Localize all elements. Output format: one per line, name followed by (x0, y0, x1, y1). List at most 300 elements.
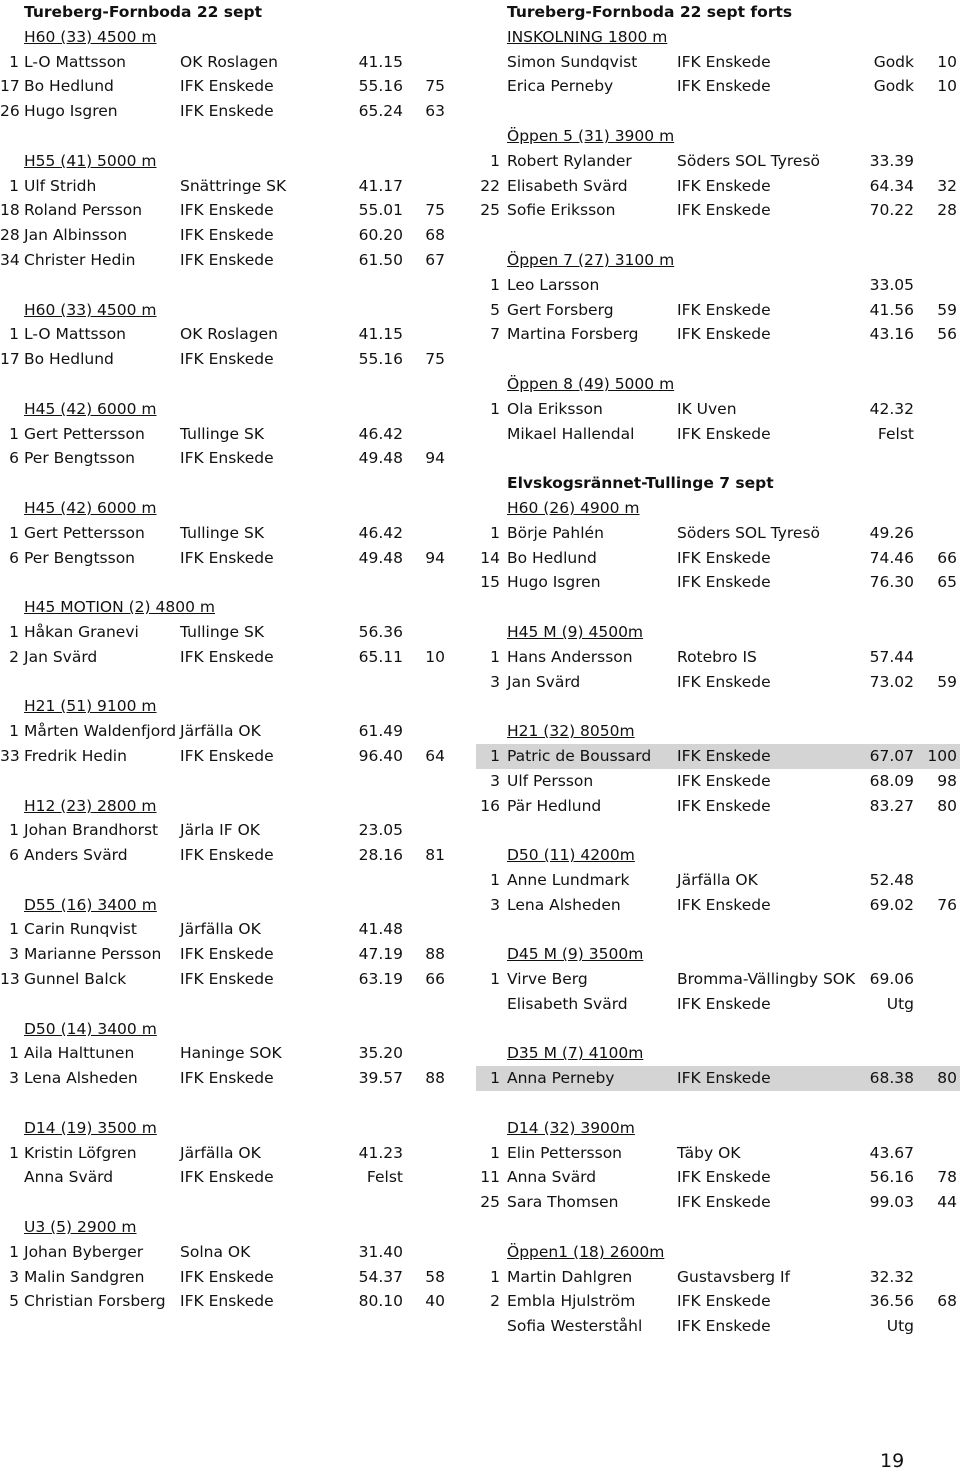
result-row (0, 818, 460, 843)
result-row (0, 1141, 460, 1166)
result-row (0, 546, 460, 571)
result-name: Mårten Waldenfjord (24, 722, 177, 741)
result-name: Jan Svärd (24, 647, 98, 666)
class-header (0, 1017, 460, 1042)
result-name: Jan Svärd (507, 672, 581, 691)
result-time: 56.16 (869, 1168, 914, 1187)
spacer-row (476, 446, 960, 471)
class-heading: D45 M (9) 3500m (507, 945, 644, 964)
result-row (476, 1314, 960, 1339)
result-row (476, 521, 960, 546)
result-points: 10 (937, 77, 957, 96)
result-time: 55.16 (358, 77, 403, 96)
result-club: IFK Enskede (677, 52, 771, 71)
result-row (0, 1240, 460, 1265)
class-header (0, 496, 460, 521)
result-place: 1 (490, 151, 500, 170)
result-club: IFK Enskede (180, 350, 274, 369)
class-heading: Öppen1 (18) 2600m (507, 1242, 665, 1261)
result-points: 32 (937, 176, 957, 195)
result-place: 1 (9, 920, 19, 939)
result-row (0, 99, 460, 124)
result-club: IFK Enskede (180, 102, 274, 121)
result-row (0, 74, 460, 99)
result-club: IFK Enskede (180, 647, 274, 666)
result-points: 88 (425, 945, 445, 964)
result-time: 41.23 (358, 1143, 403, 1162)
result-place: 5 (9, 1292, 19, 1311)
spacer-row (0, 273, 460, 298)
result-club: IFK Enskede (677, 325, 771, 344)
left-results-column (0, 0, 460, 1314)
class-header (476, 1041, 960, 1066)
result-points: 66 (425, 970, 445, 989)
result-name: Erica Perneby (507, 77, 614, 96)
result-place: 11 (480, 1168, 500, 1187)
result-time: 49.48 (358, 548, 403, 567)
class-header (476, 248, 960, 273)
result-name: Elisabeth Svärd (507, 994, 628, 1013)
result-name: Håkan Granevi (24, 622, 139, 641)
result-time: 96.40 (358, 746, 403, 765)
result-row (476, 273, 960, 298)
result-row (476, 298, 960, 323)
result-row (476, 422, 960, 447)
result-time: 47.19 (358, 945, 403, 964)
result-club: Haninge SOK (180, 1044, 282, 1063)
result-club: IFK Enskede (677, 672, 771, 691)
result-name: Bo Hedlund (24, 350, 114, 369)
event-title: Tureberg-Fornboda 22 sept forts (507, 3, 793, 21)
class-heading: D50 (14) 3400 m (24, 1019, 157, 1038)
result-club: IFK Enskede (677, 1317, 771, 1336)
spacer-row (476, 223, 960, 248)
result-place: 2 (490, 1292, 500, 1311)
result-place: 1 (490, 523, 500, 542)
result-row (476, 645, 960, 670)
result-time: 39.57 (358, 1069, 403, 1088)
result-points: 68 (937, 1292, 957, 1311)
class-heading: H60 (33) 4500 m (24, 27, 157, 46)
result-row (0, 446, 460, 471)
result-time: 49.48 (358, 449, 403, 468)
result-time: 67.07 (869, 746, 914, 765)
result-name: Kristin Löfgren (24, 1143, 137, 1162)
result-club: IFK Enskede (180, 1168, 274, 1187)
result-club: IFK Enskede (677, 548, 771, 567)
result-points: 80 (937, 796, 957, 815)
result-club: Järfälla OK (180, 722, 261, 741)
class-header (0, 794, 460, 819)
result-name: Johan Brandhorst (24, 821, 159, 840)
result-points: 63 (425, 102, 445, 121)
result-time: 54.37 (358, 1267, 403, 1286)
spacer-row (0, 1190, 460, 1215)
result-place: 3 (490, 771, 500, 790)
result-name: Elisabeth Svärd (507, 176, 628, 195)
class-header (476, 124, 960, 149)
result-club: Tullinge SK (180, 424, 264, 443)
result-place: 13 (0, 970, 20, 989)
result-place: 25 (480, 1193, 500, 1212)
result-name: Ulf Persson (507, 771, 594, 790)
result-place: 16 (480, 796, 500, 815)
class-header (476, 372, 960, 397)
class-heading: H60 (26) 4900 m (507, 498, 640, 517)
result-points: 75 (425, 350, 445, 369)
result-time: 55.16 (358, 350, 403, 369)
result-name: Patric de Boussard (507, 746, 652, 765)
result-place: 33 (0, 746, 20, 765)
result-time: 56.36 (358, 622, 403, 641)
result-points: 94 (425, 449, 445, 468)
class-heading: H45 MOTION (2) 4800 m (24, 598, 215, 617)
result-row (476, 868, 960, 893)
result-place: 3 (490, 895, 500, 914)
result-place: 1 (490, 1143, 500, 1162)
result-points: 10 (937, 52, 957, 71)
result-time: 99.03 (869, 1193, 914, 1212)
result-time: 28.16 (358, 846, 403, 865)
result-place: 28 (0, 226, 20, 245)
result-row (476, 1190, 960, 1215)
result-place: 1 (9, 821, 19, 840)
section-title (476, 471, 960, 496)
result-name: Martin Dahlgren (507, 1267, 633, 1286)
class-header (476, 620, 960, 645)
result-time: 69.06 (869, 970, 914, 989)
result-row (0, 223, 460, 248)
class-header (0, 397, 460, 422)
result-club: Järla IF OK (180, 821, 260, 840)
class-heading: INSKOLNING 1800 m (507, 27, 668, 46)
result-club: IFK Enskede (677, 1292, 771, 1311)
result-place: 1 (490, 970, 500, 989)
result-time: Godk (873, 52, 914, 71)
result-row (476, 1265, 960, 1290)
right-results-column (476, 0, 960, 1339)
result-time: 23.05 (358, 821, 403, 840)
result-time: 80.10 (358, 1292, 403, 1311)
result-row (0, 322, 460, 347)
result-place: 15 (480, 573, 500, 592)
class-header (476, 843, 960, 868)
class-header (476, 25, 960, 50)
result-place: 1 (9, 52, 19, 71)
result-points: 58 (425, 1267, 445, 1286)
result-points: 94 (425, 548, 445, 567)
result-place: 1 (490, 870, 500, 889)
result-place: 18 (0, 201, 20, 220)
result-club: IFK Enskede (180, 1267, 274, 1286)
class-heading: D35 M (7) 4100m (507, 1044, 644, 1063)
result-place: 25 (480, 201, 500, 220)
spacer-row (476, 818, 960, 843)
spacer-row (0, 471, 460, 496)
class-heading: Öppen 5 (31) 3900 m (507, 126, 675, 145)
result-place: 26 (0, 102, 20, 121)
class-header (0, 595, 460, 620)
class-heading: H12 (23) 2800 m (24, 796, 157, 815)
result-time: 41.15 (358, 52, 403, 71)
result-row (476, 174, 960, 199)
result-name: Hans Andersson (507, 647, 633, 666)
result-club: Solna OK (180, 1242, 251, 1261)
result-place: 3 (490, 672, 500, 691)
result-name: Pär Hedlund (507, 796, 602, 815)
result-place: 1 (9, 176, 19, 195)
result-name: Börje Pahlén (507, 523, 604, 542)
result-row (476, 74, 960, 99)
result-time: Utg (886, 1317, 914, 1336)
result-place: 3 (9, 1069, 19, 1088)
class-heading: D14 (32) 3900m (507, 1118, 635, 1137)
result-place: 1 (490, 1267, 500, 1286)
result-club: Järfälla OK (180, 1143, 261, 1162)
class-header (476, 1116, 960, 1141)
result-club: Täby OK (677, 1143, 741, 1162)
result-time: 43.16 (869, 325, 914, 344)
spacer-row (476, 1017, 960, 1042)
result-place: 22 (480, 176, 500, 195)
class-heading: U3 (5) 2900 m (24, 1218, 137, 1237)
result-row (476, 1289, 960, 1314)
event-title: Tureberg-Fornboda 22 sept (24, 3, 263, 21)
result-club: Järfälla OK (677, 870, 758, 889)
result-row (0, 942, 460, 967)
class-header (0, 1116, 460, 1141)
result-time: 49.26 (869, 523, 914, 542)
result-club: IK Uven (677, 399, 737, 418)
result-row (476, 50, 960, 75)
result-row (476, 198, 960, 223)
result-row (476, 546, 960, 571)
result-place: 1 (490, 647, 500, 666)
class-heading: Öppen 8 (49) 5000 m (507, 374, 675, 393)
result-club: IFK Enskede (677, 796, 771, 815)
result-club: IFK Enskede (180, 449, 274, 468)
spacer-row (476, 1091, 960, 1116)
result-name: Johan Byberger (24, 1242, 144, 1261)
class-header (0, 893, 460, 918)
class-heading: D55 (16) 3400 m (24, 895, 157, 914)
result-place: 6 (9, 548, 19, 567)
result-time: 61.50 (358, 250, 403, 269)
spacer-row (476, 347, 960, 372)
result-club: Söders SOL Tyresö (677, 523, 821, 542)
result-name: Anders Svärd (24, 846, 128, 865)
result-time: Godk (873, 77, 914, 96)
result-points: 75 (425, 201, 445, 220)
result-name: Simon Sundqvist (507, 52, 638, 71)
result-row (0, 1265, 460, 1290)
result-club: Söders SOL Tyresö (677, 151, 821, 170)
result-name: Embla Hjulström (507, 1292, 636, 1311)
result-name: L-O Mattsson (24, 52, 126, 71)
spacer-row (0, 124, 460, 149)
result-club: IFK Enskede (180, 250, 274, 269)
result-points: 56 (937, 325, 957, 344)
result-time: 83.27 (869, 796, 914, 815)
result-points: 75 (425, 77, 445, 96)
result-time: 73.02 (869, 672, 914, 691)
class-header (476, 496, 960, 521)
class-header (476, 719, 960, 744)
result-time: 36.56 (869, 1292, 914, 1311)
result-time: 32.32 (869, 1267, 914, 1286)
result-points: 59 (937, 300, 957, 319)
result-points: 100 (927, 746, 957, 765)
result-name: Gunnel Balck (24, 970, 127, 989)
result-place: 7 (490, 325, 500, 344)
result-points: 80 (937, 1069, 957, 1088)
result-club: IFK Enskede (180, 548, 274, 567)
result-club: Järfälla OK (180, 920, 261, 939)
result-place: 6 (9, 846, 19, 865)
result-club: IFK Enskede (180, 201, 274, 220)
result-time: 76.30 (869, 573, 914, 592)
spacer-row (476, 694, 960, 719)
result-club: IFK Enskede (677, 746, 771, 765)
result-row (476, 794, 960, 819)
spacer-row (476, 595, 960, 620)
result-row (0, 422, 460, 447)
result-name: Robert Rylander (507, 151, 632, 170)
class-heading: H21 (32) 8050m (507, 722, 635, 741)
result-place: 1 (9, 1143, 19, 1162)
result-name: L-O Mattsson (24, 325, 126, 344)
result-place: 17 (0, 350, 20, 369)
spacer-row (0, 868, 460, 893)
result-club: IFK Enskede (677, 300, 771, 319)
result-time: 46.42 (358, 424, 403, 443)
result-time: Felst (877, 424, 914, 443)
result-name: Ulf Stridh (24, 176, 97, 195)
result-club: IFK Enskede (677, 176, 771, 195)
result-club: IFK Enskede (677, 1193, 771, 1212)
result-time: 74.46 (869, 548, 914, 567)
result-club: Rotebro IS (677, 647, 757, 666)
result-points: 44 (937, 1193, 957, 1212)
result-row (0, 347, 460, 372)
result-club: IFK Enskede (677, 77, 771, 96)
result-name: Sofie Eriksson (507, 201, 616, 220)
result-row (476, 149, 960, 174)
result-name: Gert Pettersson (24, 424, 145, 443)
result-row (476, 744, 960, 769)
result-time: 61.49 (358, 722, 403, 741)
result-name: Per Bengtsson (24, 449, 135, 468)
result-club: IFK Enskede (180, 1292, 274, 1311)
result-place: 1 (490, 746, 500, 765)
result-club: IFK Enskede (180, 77, 274, 96)
result-name: Jan Albinsson (24, 226, 128, 245)
result-name: Aila Halttunen (24, 1044, 135, 1063)
result-club: IFK Enskede (180, 746, 274, 765)
result-place: 1 (9, 424, 19, 443)
spacer-row (0, 372, 460, 397)
result-name: Roland Persson (24, 201, 143, 220)
result-name: Gert Pettersson (24, 523, 145, 542)
result-place: 14 (480, 548, 500, 567)
spacer-row (0, 1091, 460, 1116)
result-time: 55.01 (358, 201, 403, 220)
class-heading: H21 (51) 9100 m (24, 697, 157, 716)
result-name: Gert Forsberg (507, 300, 614, 319)
result-time: 64.34 (869, 176, 914, 195)
result-name: Bo Hedlund (24, 77, 114, 96)
result-name: Carin Runqvist (24, 920, 137, 939)
result-row (0, 1066, 460, 1091)
result-points: 59 (937, 672, 957, 691)
result-club: Tullinge SK (180, 523, 264, 542)
result-place: 1 (9, 722, 19, 741)
result-club: IFK Enskede (677, 1069, 771, 1088)
result-place: 34 (0, 250, 20, 269)
result-row (0, 719, 460, 744)
result-points: 76 (937, 895, 957, 914)
result-row (476, 893, 960, 918)
result-time: 68.09 (869, 771, 914, 790)
result-row (476, 769, 960, 794)
result-name: Per Bengtsson (24, 548, 135, 567)
result-club: Bromma-Vällingby SOK (677, 970, 856, 989)
result-name: Hugo Isgren (24, 102, 118, 121)
result-time: 46.42 (358, 523, 403, 542)
result-points: 78 (937, 1168, 957, 1187)
class-header (476, 1240, 960, 1265)
result-place: 3 (9, 1267, 19, 1286)
result-time: 35.20 (358, 1044, 403, 1063)
result-row (0, 198, 460, 223)
result-row (476, 397, 960, 422)
result-points: 10 (425, 647, 445, 666)
result-time: 42.32 (869, 399, 914, 418)
result-time: 41.48 (358, 920, 403, 939)
class-heading: H60 (33) 4500 m (24, 300, 157, 319)
result-time: 60.20 (358, 226, 403, 245)
result-name: Anna Svärd (507, 1168, 597, 1187)
result-place: 1 (490, 1069, 500, 1088)
result-row (476, 322, 960, 347)
result-name: Christian Forsberg (24, 1292, 166, 1311)
result-row (0, 843, 460, 868)
class-heading: D14 (19) 3500 m (24, 1118, 157, 1137)
result-time: 68.38 (869, 1069, 914, 1088)
result-row (0, 248, 460, 273)
result-row (0, 620, 460, 645)
result-row (476, 1141, 960, 1166)
result-points: 28 (937, 201, 957, 220)
spacer-row (476, 1215, 960, 1240)
result-row (476, 670, 960, 695)
class-heading: Öppen 7 (27) 3100 m (507, 250, 675, 269)
result-row (0, 1165, 460, 1190)
result-place: 1 (9, 1242, 19, 1261)
result-points: 98 (937, 771, 957, 790)
spacer-row (476, 99, 960, 124)
class-header (0, 149, 460, 174)
class-header (0, 25, 460, 50)
result-club: OK Roslagen (180, 52, 278, 71)
result-row (0, 1289, 460, 1314)
result-club: Gustavsberg If (677, 1267, 791, 1286)
result-row (476, 992, 960, 1017)
result-row (0, 174, 460, 199)
result-row (476, 1066, 960, 1091)
result-points: 40 (425, 1292, 445, 1311)
result-club: IFK Enskede (677, 1168, 771, 1187)
